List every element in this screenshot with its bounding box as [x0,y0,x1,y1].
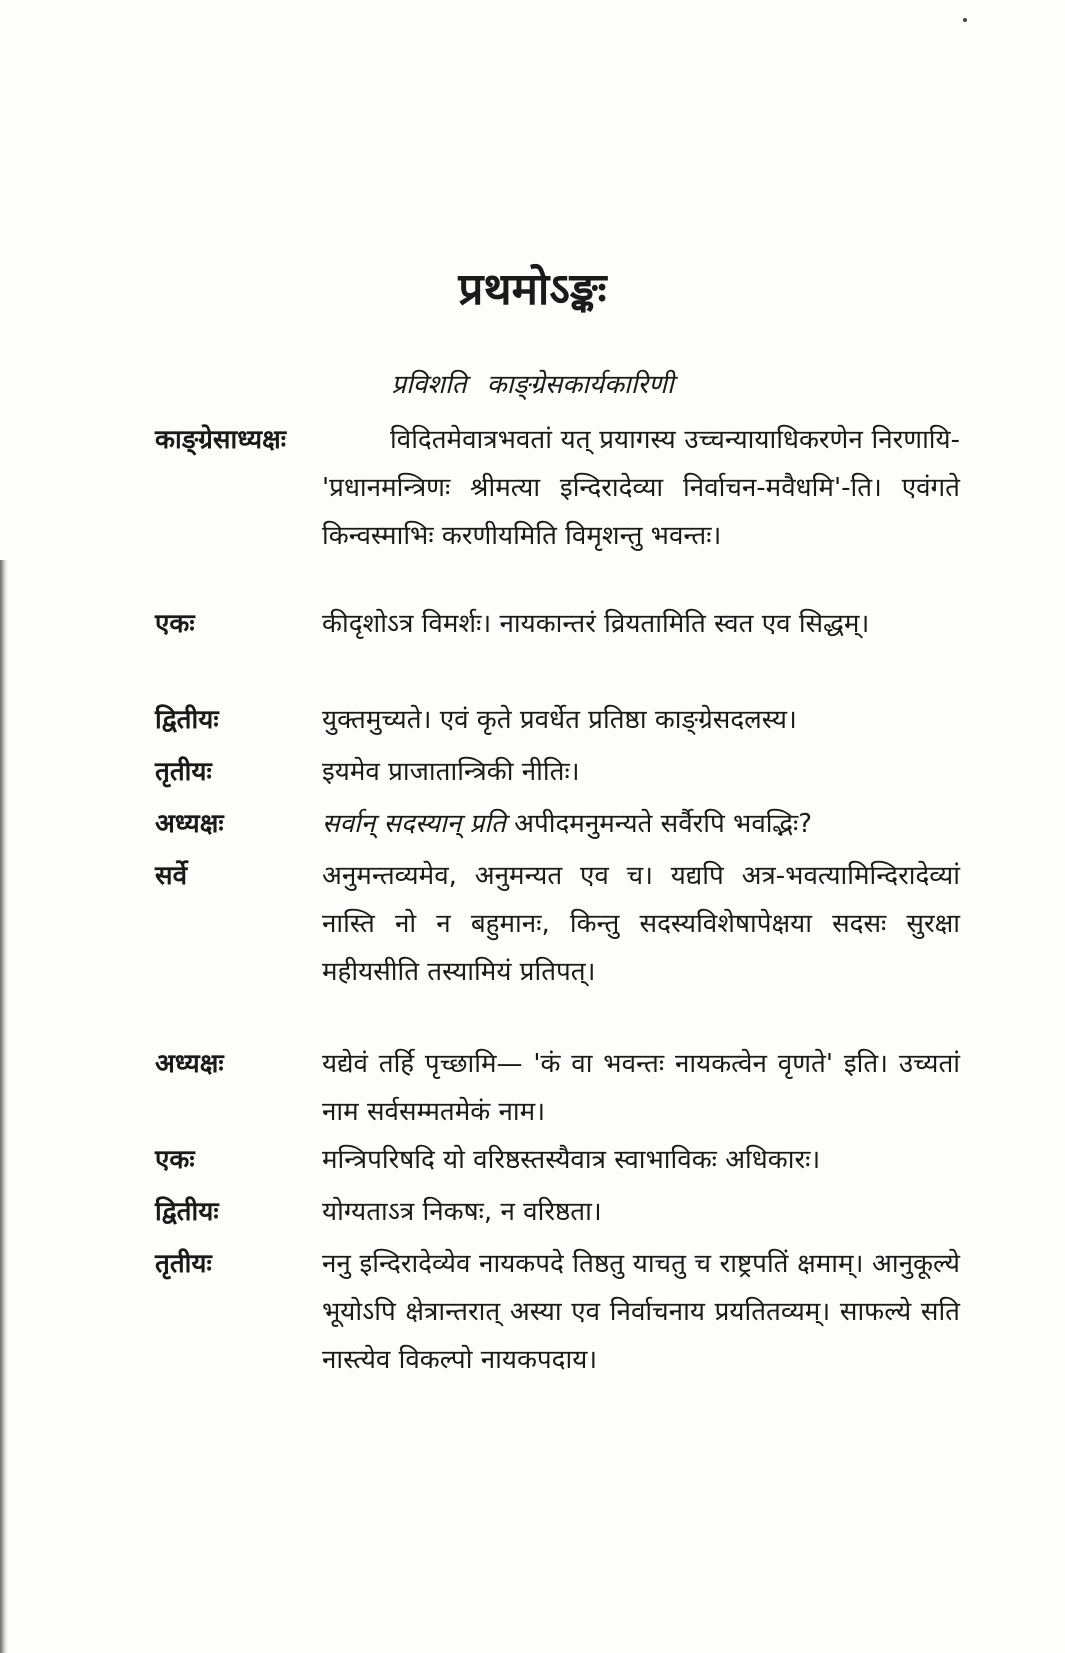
speech-text: विदितमेवात्रभवतां यत् प्रयागस्य उच्चन्यायाधिकरणेन निरणायि-'प्रधानमन्त्रिणः श्रीमत्या इन्दिरादेव्या निर्वाचन-मवैधमि'-ति। एवंगते किन्वस्माभिः करणीयमिति विमृशन्तु भवन्तः। [322,425,960,551]
speech-text [322,800,960,848]
speaker-name: द्वितीयः [155,1197,219,1227]
speaker-name: द्वितीयः [155,705,219,735]
speech-text: अनुमन्तव्यमेव, अनुमन्यत एव च। यद्यपि अत्र-भवत्यामिन्दिरादेव्यां नास्ति नो न बहुमानः, किन्तु सदस्यविशेषापेक्षया सदसः सुरक्षा महीयसीति तस्यामियं प्रतिपत्। [322,861,960,987]
stage-direction-inline: सर्वान् सदस्यान् प्रति [322,809,506,839]
speaker-name: एकः [155,1145,195,1175]
speech-text: यद्येवं तर्हि पृच्छामि— 'कं वा भवन्तः नायकत्वेन वृणते' इति। उच्यतां नाम सर्वसम्मतमेकं नाम। [322,1049,960,1127]
speaker-name: तृतीयः [155,757,212,787]
speech-text: मन्त्रिपरिषदि यो वरिष्ठस्तस्यैवात्र स्वाभाविकः अधिकारः। [322,1145,821,1175]
speaker-name: तृतीयः [155,1249,212,1279]
speech-text: कीदृशोऽत्र विमर्शः। नायकान्तरं व्रियतामिति स्वत एव सिद्धम्। [322,609,870,639]
speech-text: युक्तमुच्यते। एवं कृते प्रवर्धेत प्रतिष्ठा काङ्ग्रेसदलस्य। [322,705,797,735]
scan-speck [963,18,967,22]
page-edge-shadow [0,560,8,1653]
speaker-name: काङ्ग्रेसाध्यक्षः [155,425,286,455]
speaker-name: सर्वे [155,861,188,891]
speaker-name: अध्यक्षः [155,809,224,839]
speech-text: ननु इन्दिरादेव्येव नायकपदे तिष्ठतु याचतु च राष्ट्रपतिं क्षमाम्। आनुकूल्ये भूयोऽपि क्षेत्रान्तरात् अस्या एव निर्वाचनाय प्रयतितव्यम्। साफल्ये सति नास्त्येव विकल्पो नायकपदाय। [322,1249,960,1375]
speech-text: इयमेव प्राजातान्त्रिकी नीतिः। [322,757,580,787]
speaker-name: एकः [155,609,195,639]
speech-text: योग्यताऽत्र निकषः, न वरिष्ठता। [322,1197,602,1227]
speech-text-body: अपीदमनुमन्यते सर्वैरपि भवद्भिः? [514,809,813,839]
speaker-name: अध्यक्षः [155,1049,224,1079]
act-title: प्रथमोऽङ्कः [458,264,607,315]
stage-direction: प्रविशति काङ्ग्रेसकार्यकारिणी [391,370,674,400]
